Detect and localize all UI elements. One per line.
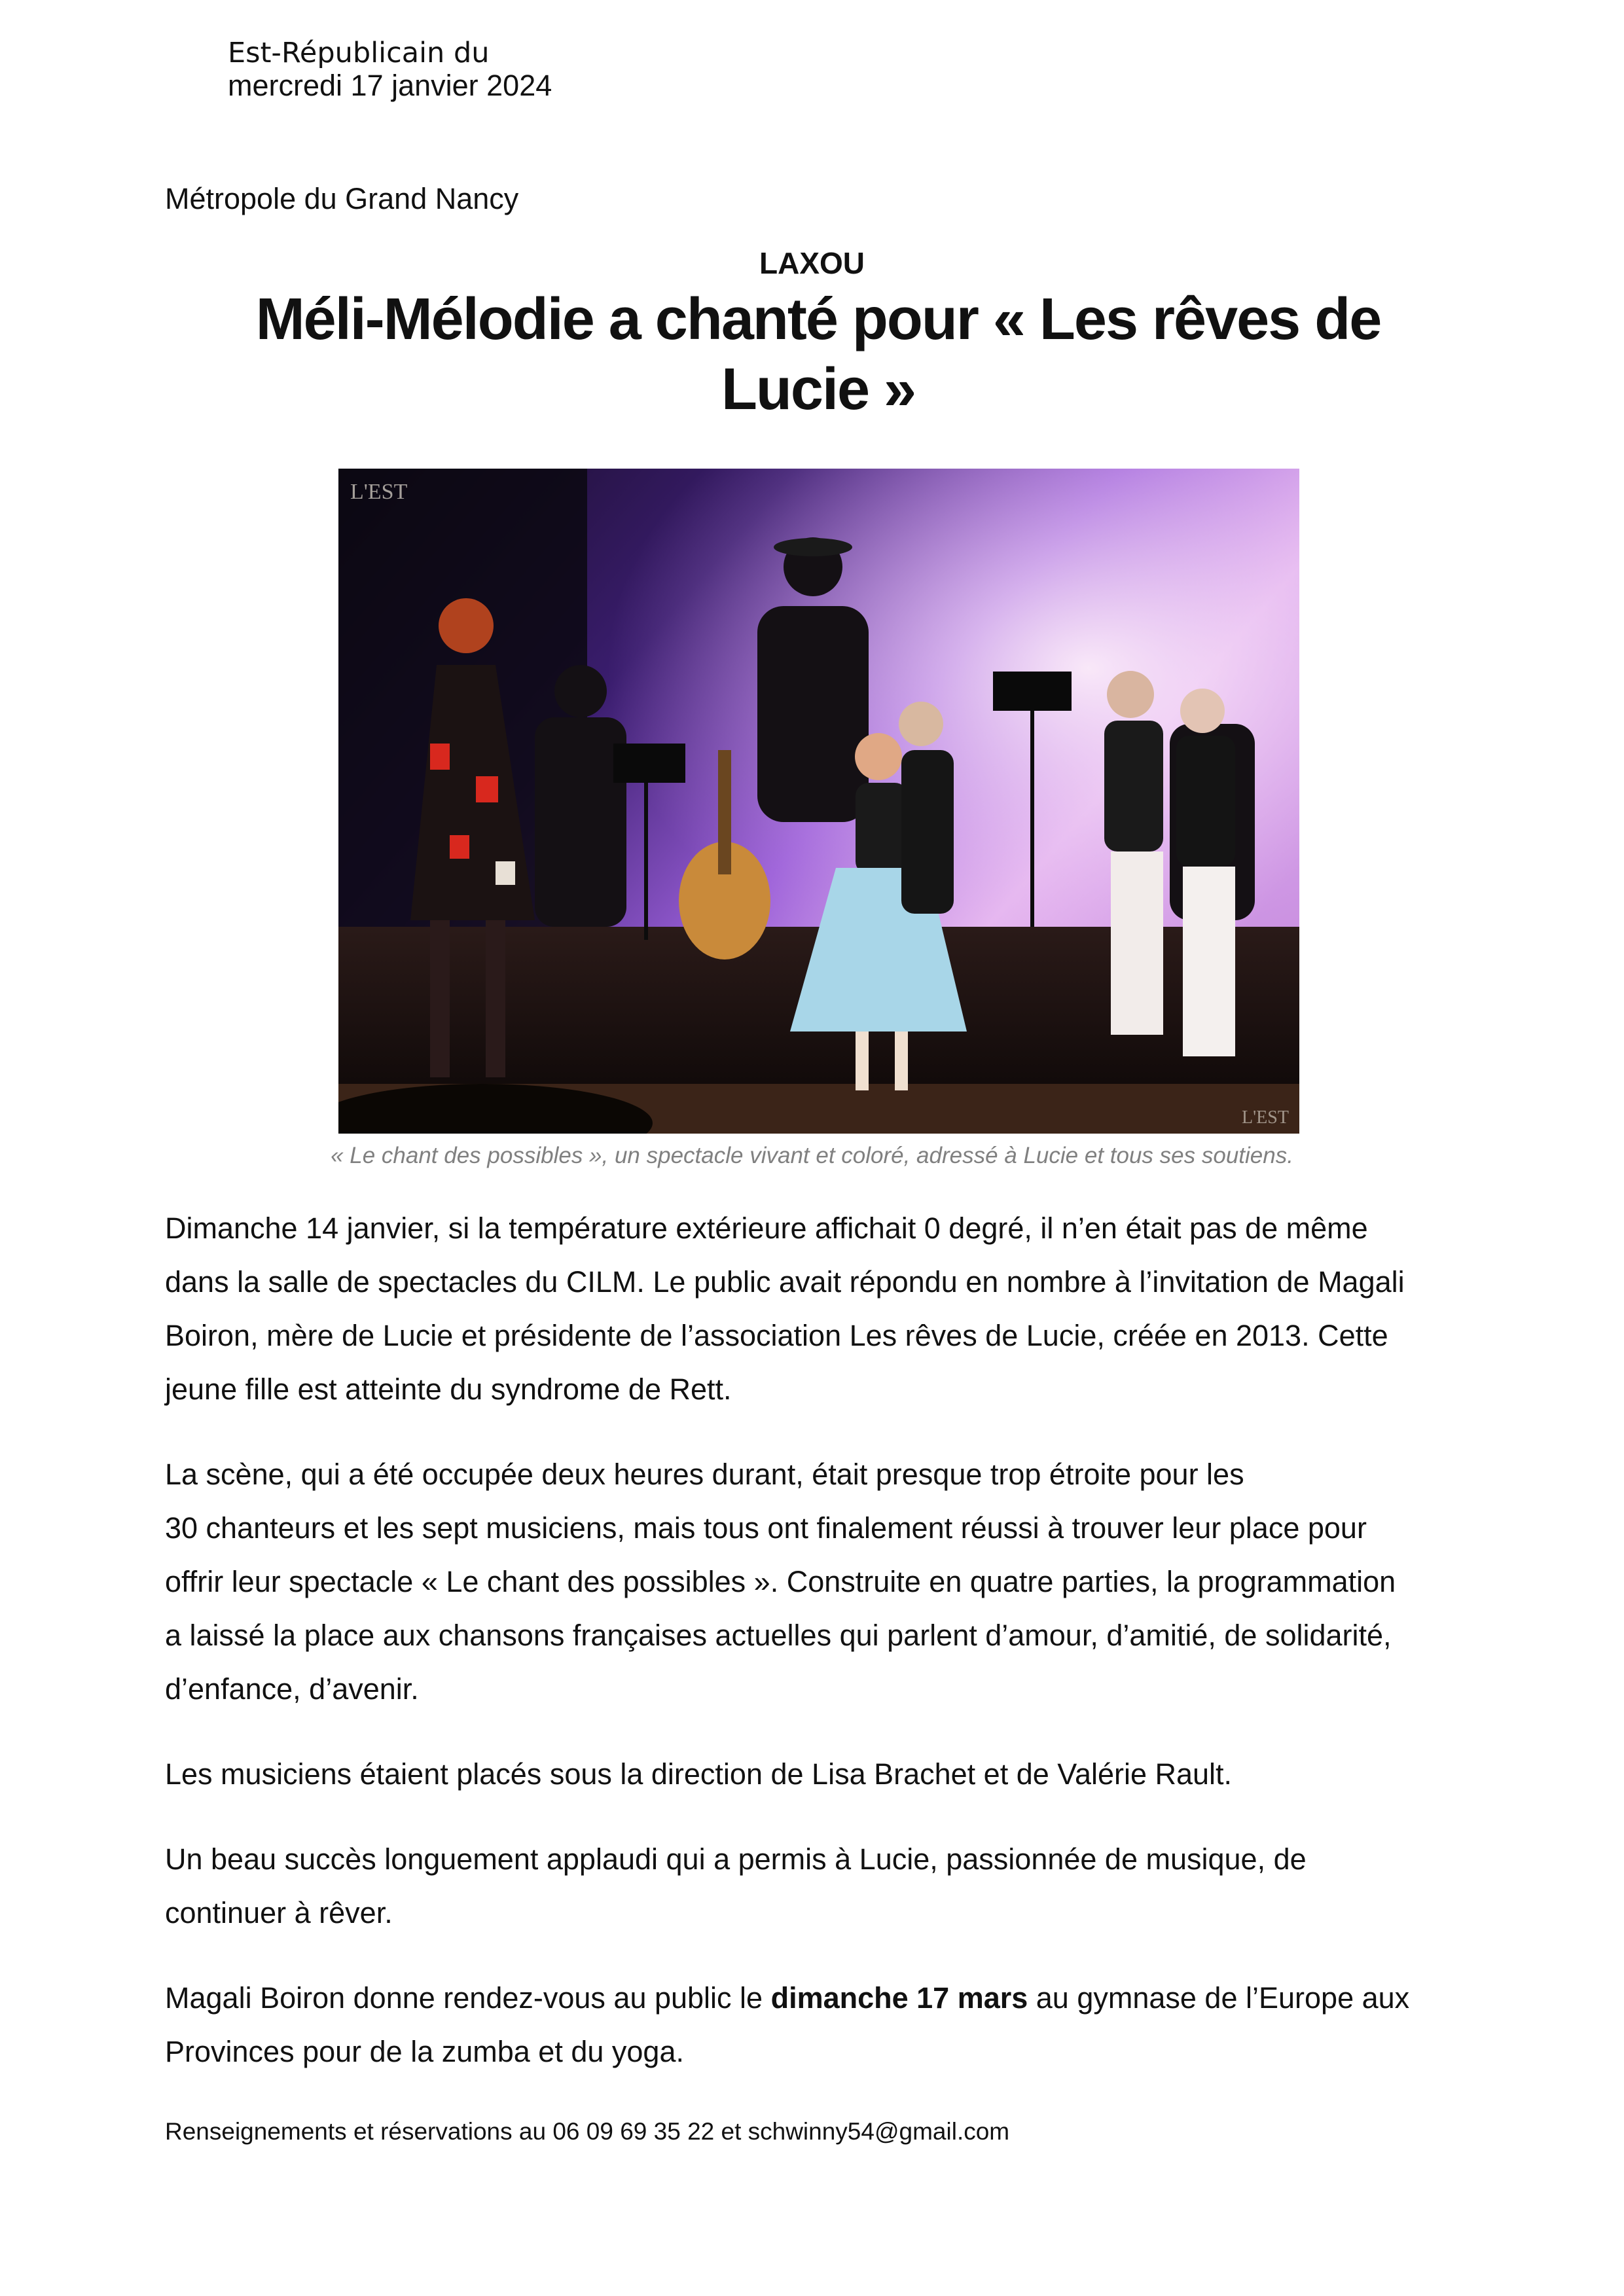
p2-line-2: 30 chanteurs et les sept musiciens, mais tous ont finalement réussi à trouver leur place pour (165, 1511, 1367, 1545)
p5-line-2: Provinces pour de la zumba et du yoga. (165, 2035, 684, 2068)
kicker-location: LAXOU (759, 246, 865, 280)
p5-line-1-post: au gymnase de l’Europe aux (1028, 1981, 1410, 2015)
paragraph-3 (165, 1748, 1474, 1801)
paragraph-5 (165, 1971, 1474, 2079)
p2-line-3: offrir leur spectacle « Le chant des possibles ». Construite en quatre parties, la programmation (165, 1565, 1396, 1598)
masthead-date: mercredi 17 janvier 2024 (228, 69, 552, 102)
masthead-source: Est-Républicain du (228, 37, 490, 69)
paragraph-1 (165, 1202, 1474, 1416)
headline-line-2: Lucie » (721, 357, 916, 422)
headline-line-1: Méli-Mélodie a chanté pour « Les rêves de (255, 287, 1381, 352)
paragraph-2 (165, 1448, 1474, 1716)
p5-event-date: dimanche 17 mars (770, 1981, 1028, 2015)
p1-line-4: jeune fille est atteinte du syndrome de Rett. (165, 1372, 732, 1406)
section-label: Métropole du Grand Nancy (165, 182, 519, 215)
masthead (228, 37, 817, 102)
photo-watermark-top: L'EST (350, 480, 408, 504)
p1-line-2: dans la salle de spectacles du CILM. Le public avait répondu en nombre à l’invitation de Magali (165, 1265, 1405, 1299)
p1-line-3: Boiron, mère de Lucie et présidente de l’association Les rêves de Lucie, créée en 2013. Cette (165, 1319, 1388, 1352)
p2-line-5: d’enfance, d’avenir. (165, 1672, 419, 1706)
p2-line-4: a laissé la place aux chansons françaises actuelles qui parlent d’amour, d’amitié, de solidarité, (165, 1619, 1392, 1652)
p2-line-1: La scène, qui a été occupée deux heures durant, était presque trop étroite pour les (165, 1458, 1244, 1491)
photo-caption: « Le chant des possibles », un spectacle vivant et coloré, adressé à Lucie et tous ses soutiens. (331, 1143, 1293, 1168)
p5-line-1-pre: Magali Boiron donne rendez-vous au public le (165, 1981, 771, 2015)
article-body (165, 1202, 1474, 2110)
contact-info: Renseignements et réservations au 06 09 69 35 22 et schwinny54@gmail.com (165, 2118, 1010, 2145)
photo-watermark-bottom: L'EST (1242, 1107, 1289, 1128)
paragraph-4 (165, 1833, 1474, 1940)
headline (196, 285, 1440, 425)
p1-line-1: Dimanche 14 janvier, si la température extérieure affichait 0 degré, il n’en était pas de même (165, 1211, 1368, 1245)
p4-line-2: continuer à rêver. (165, 1896, 393, 1929)
article-photo (338, 469, 1299, 1134)
p3-line-1: Les musiciens étaient placés sous la direction de Lisa Brachet et de Valérie Rault. (165, 1757, 1233, 1791)
p4-line-1: Un beau succès longuement applaudi qui a permis à Lucie, passionnée de musique, de (165, 1842, 1307, 1876)
concert-photo-illustration (338, 469, 1299, 1134)
